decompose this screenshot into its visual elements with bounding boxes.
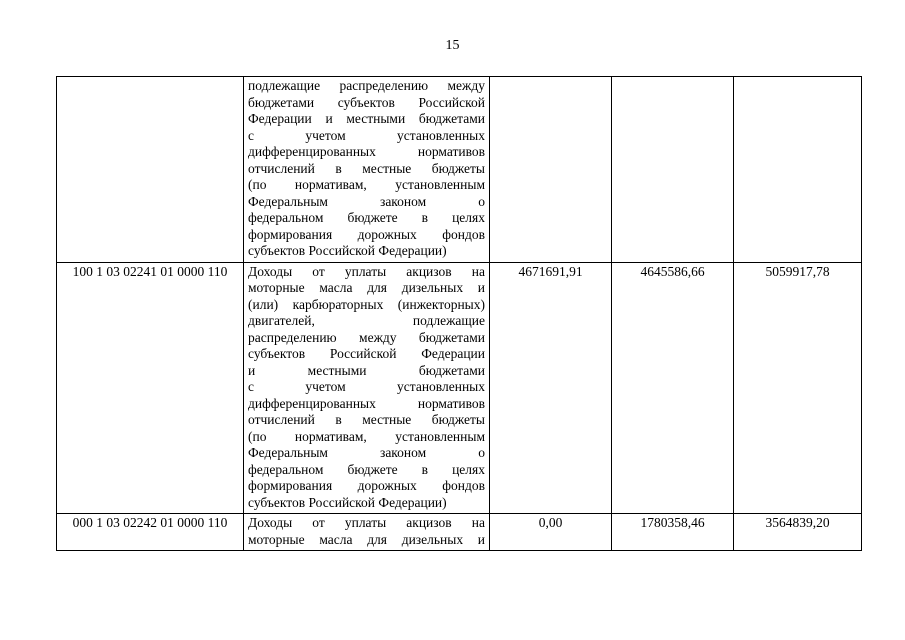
- table-row: [57, 77, 862, 263]
- description-line: моторные масла для дизельных и: [248, 280, 485, 295]
- value-year-2: [612, 77, 734, 263]
- description-line: Федерации и местными бюджетами: [248, 111, 485, 126]
- description-line: федеральном бюджете в целях: [248, 210, 485, 225]
- description-line: дифференцированных нормативов: [248, 395, 485, 411]
- description-line: с учетом установленных: [248, 127, 485, 143]
- description-line: отчислений в местные бюджеты: [248, 160, 485, 176]
- value-year-1: 0,00: [490, 514, 612, 551]
- description-line: субъектов Российской Федерации): [248, 494, 447, 510]
- value-year-2: 1780358,46: [612, 514, 734, 551]
- description-line: двигателей, подлежащие: [248, 313, 485, 328]
- description-line: Федеральным законом о: [248, 445, 485, 460]
- description-line: Доходы от уплаты акцизов на: [248, 515, 485, 530]
- description-cell: [244, 262, 490, 514]
- table-row: [57, 514, 862, 551]
- kbk-code-cell: [57, 77, 244, 263]
- description-line: Федеральным законом о: [248, 193, 485, 209]
- description-line: Доходы от уплаты акцизов на: [248, 263, 485, 279]
- description-line: формирования дорожных фондов: [248, 226, 485, 242]
- description-line: федеральном бюджете в целях: [248, 461, 485, 477]
- description-cell: [244, 514, 490, 551]
- value-year-1: 4671691,91: [490, 262, 612, 514]
- value-year-3: [734, 77, 862, 263]
- value-year-3: 3564839,20: [734, 514, 862, 551]
- description-line: и местными бюджетами: [248, 362, 485, 378]
- value-year-2: 4645586,66: [612, 262, 734, 514]
- description-line: дифференцированных нормативов: [248, 144, 485, 159]
- description-line: моторные масла для дизельных и: [248, 531, 485, 547]
- description-line: распределению между бюджетами: [248, 329, 485, 345]
- description-line: подлежащие распределению между: [248, 78, 485, 93]
- description-line: бюджетами субъектов Российской: [248, 94, 485, 110]
- kbk-code-cell: 100 1 03 02241 01 0000 110: [57, 262, 244, 514]
- description-line: субъектов Российской Федерации): [248, 243, 447, 258]
- description-line: отчислений в местные бюджеты: [248, 412, 485, 427]
- description-cell: [244, 77, 490, 263]
- description-line: с учетом установленных: [248, 379, 485, 394]
- kbk-code-cell: 000 1 03 02242 01 0000 110: [57, 514, 244, 551]
- description-line: (по нормативам, установленным: [248, 177, 485, 192]
- revenue-table: [56, 76, 862, 551]
- description-line: (или) карбюраторных (инжекторных): [248, 296, 485, 312]
- description-line: формирования дорожных фондов: [248, 478, 485, 493]
- value-year-1: [490, 77, 612, 263]
- description-line: (по нормативам, установленным: [248, 428, 485, 444]
- table-row: [57, 262, 862, 514]
- value-year-3: 5059917,78: [734, 262, 862, 514]
- page-number: 15: [445, 38, 460, 53]
- description-line: субъектов Российской Федерации: [248, 346, 485, 361]
